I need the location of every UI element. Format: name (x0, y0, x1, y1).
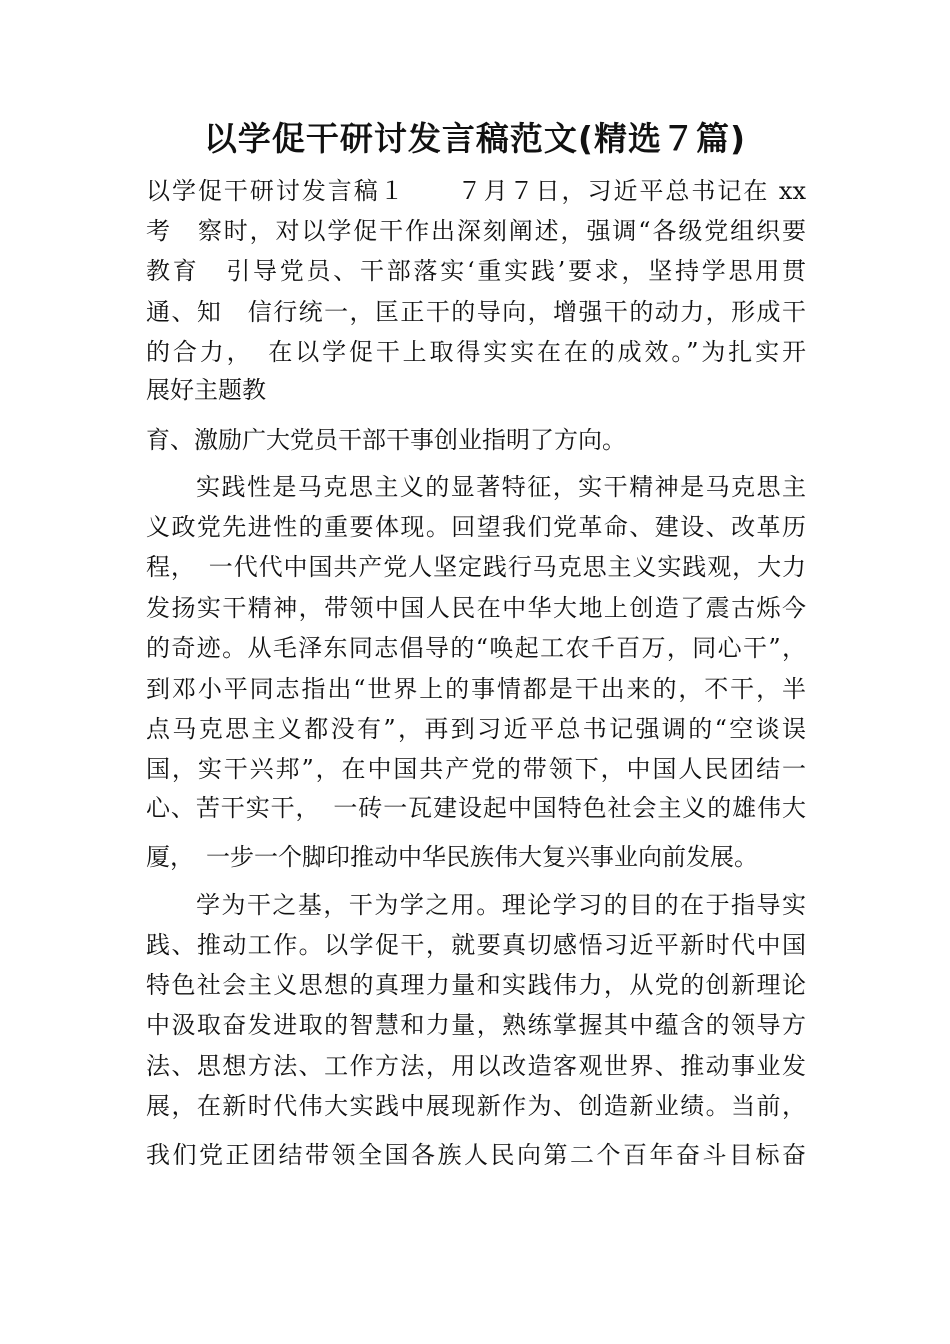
paragraph-3-line-4: 发扬实干精神，带领中国人民在中华大地上创造了震古烁今 (146, 594, 806, 622)
paragraph-1-line-2: 考 察时，对以学促干作出深刻阐述，强调“各级党组织要 (146, 217, 806, 245)
paragraph-5-line-1: 学为干之基，干为学之用。理论学习的目的在于指导实 (196, 891, 806, 919)
paragraph-3-line-7: 点马克思主义都没有”，再到习近平总书记强调的“空谈误 (146, 715, 806, 743)
paragraph-3-line-6: 到邓小平同志指出“世界上的事情都是干出来的，不干，半 (146, 675, 806, 703)
paragraph-3-line-1: 实践性是马克思主义的显著特征，实干精神是马克思主 (196, 473, 806, 501)
paragraph-5-line-4: 中汲取奋发进取的智慧和力量，熟练掌握其中蕴含的领导方 (146, 1011, 806, 1039)
paragraph-3-line-9: 心、苦干实干， 一砖一瓦建设起中国特色社会主义的雄伟大 (146, 794, 806, 822)
paragraph-1-line-4: 通、知 信行统一，匡正干的导向，增强干的动力，形成干 (146, 298, 806, 326)
paragraph-5-line-5: 法、思想方法、工作方法，用以改造客观世界、推动事业发 (146, 1052, 806, 1080)
paragraph-3-line-8: 国，实干兴邦”，在中国共产党的带领下，中国人民团结一 (146, 755, 806, 783)
paragraph-6-line-1: 我们党正团结带领全国各族人民向第二个百年奋斗目标奋 (146, 1141, 806, 1169)
paragraph-3-line-2: 义政党先进性的重要体现。回望我们党革命、建设、改革历 (146, 513, 806, 541)
paragraph-1-line-3: 教育 引导党员、干部落实‘重实践’要求，坚持学思用贯 (146, 257, 806, 285)
paragraph-2-line-1: 育、激励广大党员干部干事创业指明了方向。 (146, 426, 626, 454)
paragraph-1-line-5: 的合力， 在以学促干上取得实实在在的成效。”为扎实开 (146, 338, 806, 366)
paragraph-3-line-3: 程， 一代代中国共产党人坚定践行马克思主义实践观，大力 (146, 553, 806, 581)
paragraph-3-line-5: 的奇迹。从毛泽东同志倡导的“唤起工农千百万，同心干”， (146, 634, 806, 662)
paragraph-5-line-3: 特色社会主义思想的真理力量和实践伟力，从党的创新理论 (146, 971, 806, 999)
paragraph-1-line-6: 展好主题教 (146, 376, 266, 404)
paragraph-5-line-6: 展，在新时代伟大实践中展现新作为、创造新业绩。当前， (146, 1092, 806, 1120)
paragraph-1-line-1: 以学促干研讨发言稿１ ７月７日，习近平总书记在 xx (146, 177, 806, 205)
paragraph-4-line-1: 厦， 一步一个脚印推动中华民族伟大复兴事业向前发展。 (146, 843, 758, 871)
paragraph-5-line-2: 践、推动工作。以学促干，就要真切感悟习近平新时代中国 (146, 931, 806, 959)
document-title: 以学促干研讨发言稿范文(精选７篇) (203, 119, 747, 158)
